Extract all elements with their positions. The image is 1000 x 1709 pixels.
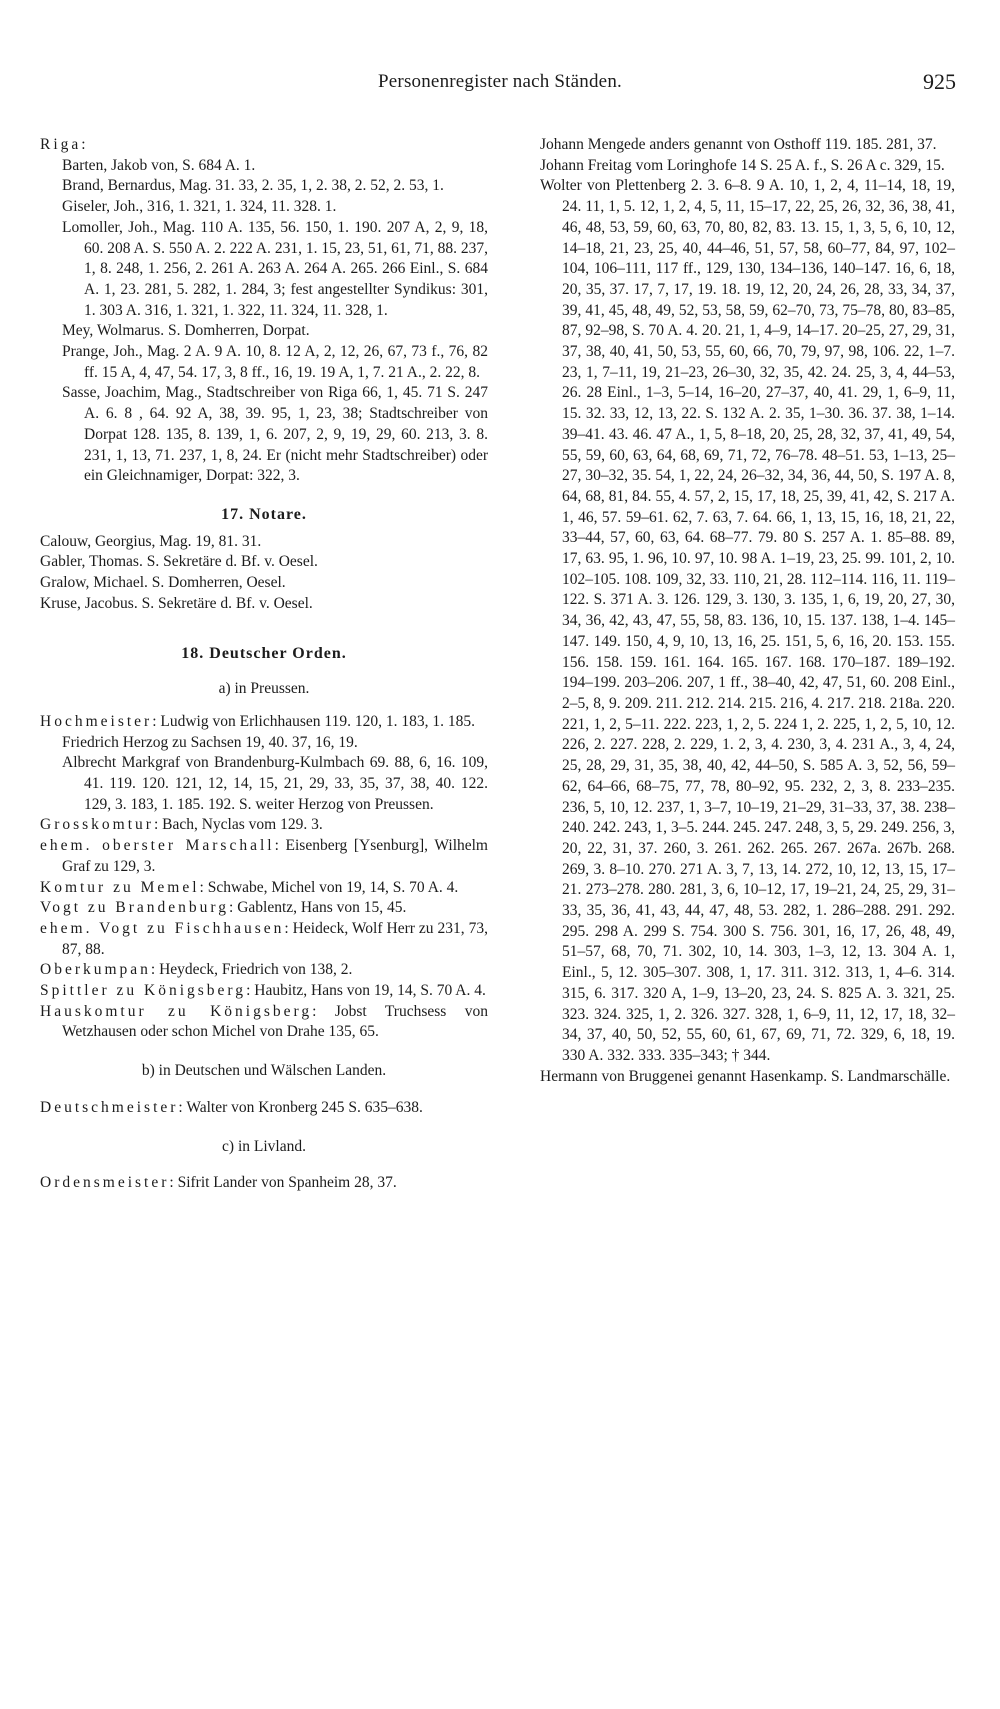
office-text: : Heydeck, Friedrich von 138, 2. (150, 961, 353, 979)
office-text: : Haubitz, Hans von 19, 14, S. 70 A. 4. (246, 982, 486, 1000)
register-entry: Kruse, Jacobus. S. Sekretäre d. Bf. v. Oesel. (40, 594, 313, 612)
office-text: : Sifrit Lander von Spanheim 28, 37. (169, 1174, 397, 1192)
section-heading-deutscher-orden: 18. Deutscher Orden. (181, 645, 347, 663)
office-text: : Jobst Truchsess von Wetzhausen oder schon Michel von Drahe 135, 65. (62, 1002, 488, 1041)
office-entry-vogt-brandenburg (40, 898, 488, 919)
office-title: Oberkumpan (40, 961, 151, 979)
right-column (540, 135, 955, 1087)
section-heading-notare: 17. Notare. (221, 505, 307, 523)
running-head (0, 68, 1000, 96)
riga-entries (40, 156, 488, 487)
office-title: Vogt zu Brandenburg (40, 899, 230, 917)
register-entry: Prange, Joh., Mag. 2 A. 9 A. 10, 8. 12 A, 2, 12, 26, 67, 73 f., 76, 82 ff. 15 A, 4, 47, 54. 17, 3, 8 ff., 16, 19. 19 A, 1, 7. 21 A., 2. 22, 8. (62, 343, 488, 381)
office-entry-marschall (40, 836, 488, 877)
register-entry: Gabler, Thomas. S. Sekretäre d. Bf. v. Oesel. (40, 553, 318, 571)
office-text: : Walter von Kronberg 245 S. 635–638. (178, 1098, 423, 1116)
section-riga-title: Riga (40, 136, 82, 153)
office-text: : Heideck, Wolf Herr zu 231, 73, 87, 88. (62, 919, 488, 958)
office-title: Komtur zu Memel (40, 878, 200, 896)
section-riga-head (40, 135, 488, 156)
subheading-preussen: a) in Preussen. (218, 680, 310, 698)
running-title: Personenregister nach Ständen. (378, 71, 622, 92)
office-text: : Schwabe, Michel von 19, 14, S. 70 A. 4. (199, 878, 459, 896)
register-entry: Albrecht Markgraf von Brandenburg-Kulmbach 69. 88, 6, 16. 109, 41. 119. 120. 121, 12, 14, 15, 21, 29, 33, 35, 37, 38, 40. 122. 129, 3. 183, 1. 185. 192. S. weiter Herzog von Preussen. (62, 754, 488, 813)
office-text: : Eisenberg [Ysenburg], Wilhelm Graf zu 129, 3. (62, 837, 488, 875)
office-title: ehem. oberster Marschall (40, 837, 275, 855)
office-entry-spittler (40, 981, 488, 1002)
register-entry: Lomoller, Joh., Mag. 110 A. 135, 56. 150, 1. 190. 207 A, 2, 9, 18, 60. 208 A. S. 550 A. 2. 222 A. 231, 1. 15, 23, 51, 61, 71, 88. 237, 1, 8. 248, 1. 256, 2. 261 A. 263 A. 264 A. 265. 266 Einl., S. 684 A. 1, 23. 281, 5. 282, 1. 284, 3; fest angestellter Syndikus: 301, 1. 303 A. 316, 1. 321, 1. 322, 11. 324, 11. 328, 1. (62, 218, 488, 319)
office-entry-hochmeister (40, 712, 488, 733)
office-entry-grosskomtur (40, 815, 488, 836)
register-entry: Johann Freitag vom Loringhofe 14 S. 25 A. f., S. 26 A c. 329, 15. (540, 156, 945, 174)
office-title: Hauskomtur zu Königsberg (40, 1002, 313, 1020)
register-entry: Hermann von Bruggenei genannt Hasenkamp. S. Landmarschälle. (540, 1067, 951, 1085)
register-entry: Gralow, Michael. S. Domherren, Oesel. (40, 574, 286, 592)
office-text: : Gablentz, Hans von 15, 45. (229, 899, 407, 917)
office-title: Spittler zu Königsberg (40, 982, 247, 1000)
register-entry: Johann Mengede anders genannt von Osthoff 119. 185. 281, 37. (540, 136, 937, 153)
office-entry-hauskomtur (40, 1002, 488, 1043)
register-entry: Mey, Wolmarus. S. Domherren, Dorpat. (62, 322, 310, 340)
page-number: 925 (923, 69, 956, 94)
left-column (40, 135, 488, 1194)
subheading-deutsche-lande: b) in Deutschen und Wälschen Landen. (141, 1062, 387, 1080)
office-text: : Bach, Nyclas vom 129. 3. (153, 816, 323, 834)
office-title: ehem. Vogt zu Fischhausen (40, 919, 285, 937)
office-title: Hochmeister (40, 712, 153, 730)
register-entry: Sasse, Joachim, Mag., Stadtschreiber von Riga 66, 1, 45. 71 S. 247 A. 6. 8 , 64. 92 A, 38, 39. 95, 1, 23, 38; Stadtschreiber von Dorpat 128. 135, 8. 139, 1, 6. 207, 2, 9, 19, 29, 60. 213, 3. 8. 231, 1, 13, 71. 237, 1, 8, 24. Er (nicht mehr Stadtschreiber) oder ein Gleichnamiger, Dorpat: 322, 3. (62, 384, 488, 485)
register-entry: Barten, Jakob von, S. 684 A. 1. (62, 156, 256, 174)
register-entry: Giseler, Joh., 316, 1. 321, 1. 324, 11. 328. 1. (62, 198, 337, 216)
office-entry-vogt-fischhausen (40, 919, 488, 960)
office-entry-komtur-memel (40, 878, 488, 899)
notare-entries (40, 532, 488, 615)
subheading-livland: c) in Livland. (222, 1137, 306, 1155)
office-title: Ordensmeister (40, 1174, 170, 1192)
office-text: : Ludwig von Erlichhausen 119. 120, 1. 183, 1. 185. (152, 712, 475, 730)
office-entry-ordensmeister (40, 1173, 488, 1194)
office-entry-oberkumpan (40, 960, 488, 981)
office-title: Deutschmeister (40, 1098, 179, 1116)
register-entry: Brand, Bernardus, Mag. 31. 33, 2. 35, 1, 2. 38, 2. 52, 2. 53, 1. (62, 177, 444, 195)
register-entry: Wolter von Plettenberg 2. 3. 6–8. 9 A. 10, 1, 2, 4, 11–14, 18, 19, 24. 11, 1, 5. 12, 1, 2, 4, 5, 11, 15–17, 22, 25, 26, 32, 36, 38, 41, 46, 48, 53, 59, 60, 63, 70, 80, 82, 83. 13. 15, 1, 3, 5, 6, 10, 12, 14–18, 21, 23, 25, 40, 44–46, 51, 57, 58, 60–77, 84, 97, 102–104, 106–111, 117 ff., 129, 130, 134–136, 140–147. 16, 6, 18, 20, 35, 37. 17, 7, 17, 19. 18. 19, 12, 20, 24, 26, 28, 33, 34, 37, 39, 41, 45, 48, 49, 52, 53, 58, 59, 62–70, 73, 75–78, 80, 83–85, 87, 92–98, S. 70 A. 4. 20. 21, 1, 4–9, 14–17. 20–25, 27, 29, 31, 37, 38, 40, 41, 50, 53, 55, 60, 66, 70, 79, 97, 98, 106. 22, 1–7. 23, 1, 7–11, 19, 21–23, 26–30, 32, 35, 42. 24. 25, 3, 4, 44–53, 26. 28 Einl., 1–3, 5–14, 16–20, 27–37, 40, 41. 29, 1, 6–9, 11, 15. 32. 33, 12, 13, 22. S. 132 A. 2. 35, 1–30. 36. 37. 38, 1–14. 39–41. 43. 46. 47 A., 1, 5, 8–18, 20, 25, 28, 32, 37, 41, 49, 54, 55, 59, 60, 63, 64, 68, 69, 71, 72, 76–78. 48–51. 53, 1–13, 25–27, 30–32, 35. 54, 1, 22, 24, 26–32, 34, 36, 44, 50, S. 197 A. 8, 64, 68, 81, 84. 55, 4. 57, 2, 15, 17, 18, 25, 39, 41, 42, S. 217 A. 1, 46, 57. 59–61. 62, 7. 63, 7. 64. 66, 1, 13, 15, 16, 18, 21, 22, 33–44, 57, 60, 63, 64. 68–77. 79. 80 S. 257 A. 1. 85–88. 89, 17, 63. 95, 1. 96, 10. 97, 10. 98 A. 1–19, 23, 25. 99. 101, 2, 10. 102–105. 108. 109, 32, 33. 110, 21, 28. 112–114. 116, 11. 119–122. S. 371 A. 3. 126. 129, 3. 130, 3. 135, 1, 6, 19, 20, 27, 30, 34, 36, 42, 43, 47, 55, 58, 83. 136, 10, 15. 137. 138, 1–4. 145–147. 149. 150, 4, 9, 10, 13, 16, 25. 151, 5, 6, 16, 20. 153. 155. 156. 158. 159. 161. 164. 165. 167. 168. 170–187. 189–192. 194–199. 203–206. 207, 1 ff., 38–40, 42, 47, 51, 60. 208 Einl., 2–5, 8, 9. 209. 211. 212. 214. 215. 216, 4. 217. 218. 218a. 220. 221, 1, 2, 5–11. 222. 223, 1, 2, 5. 224 1, 2. 225, 1, 2, 5, 10, 12. 226, 2. 227. 228, 2. 229, 1. 2, 3, 4. 230, 3, 4. 231 A., 3, 4, 24, 25, 28, 29, 31, 35, 38, 40, 42, 44–50, S. 585 A. 3, 52, 56, 59–62, 64–66, 68–75, 77, 78, 80–92, 95. 232, 2, 3, 8. 233–235. 236, 5, 10, 12. 237, 1, 3–7, 10–19, 21–29, 31–33, 37, 38. 238–240. 242. 243, 1, 3–5. 244. 245. 247. 248, 3, 5, 29. 249. 256, 3, 20, 22, 31, 37. 260, 3. 261. 262. 265. 267. 267a. 267b. 268. 269, 3. 8–10. 270. 271 A. 3, 7, 13, 14. 272, 10, 12, 13, 15, 17–21. 273–278. 280. 281, 3, 6, 10–12, 17, 19–21, 24, 25, 29, 31–33, 35, 36, 41, 43, 44, 47, 48, 53. 282, 1. 286–288. 291. 292. 295. 298 A. 299 S. 754. 300 S. 756. 301, 16, 17, 26, 48, 49, 51–57, 68, 70, 71. 302, 10, 14. 303, 1–3, 12, 13. 304 A. 1, Einl., 5, 12. 305–307. 308, 1, 17. 311. 312. 313, 1, 4–6. 314. 315, 6. 317. 320 A, 1–9, 13–20, 23, 24. S. 825 A. 3. 321, 25. 323. 324. 325, 1, 2. 326. 327. 328, 1, 6–9, 11, 12, 17, 18, 32–34, 37, 40, 50, 52, 55, 60, 61, 67, 69, 71, 72. 329, 6, 18, 19. 330 A. 332. 333. 335–343; † 344. (540, 177, 955, 1064)
office-entry-deutschmeister (40, 1098, 488, 1119)
office-title: Grosskomtur (40, 816, 154, 834)
register-entry: Calouw, Georgius, Mag. 19, 81. 31. (40, 532, 262, 550)
section-riga-colon: : (81, 136, 86, 153)
register-entry: Friedrich Herzog zu Sachsen 19, 40. 37, 16, 19. (62, 733, 358, 751)
